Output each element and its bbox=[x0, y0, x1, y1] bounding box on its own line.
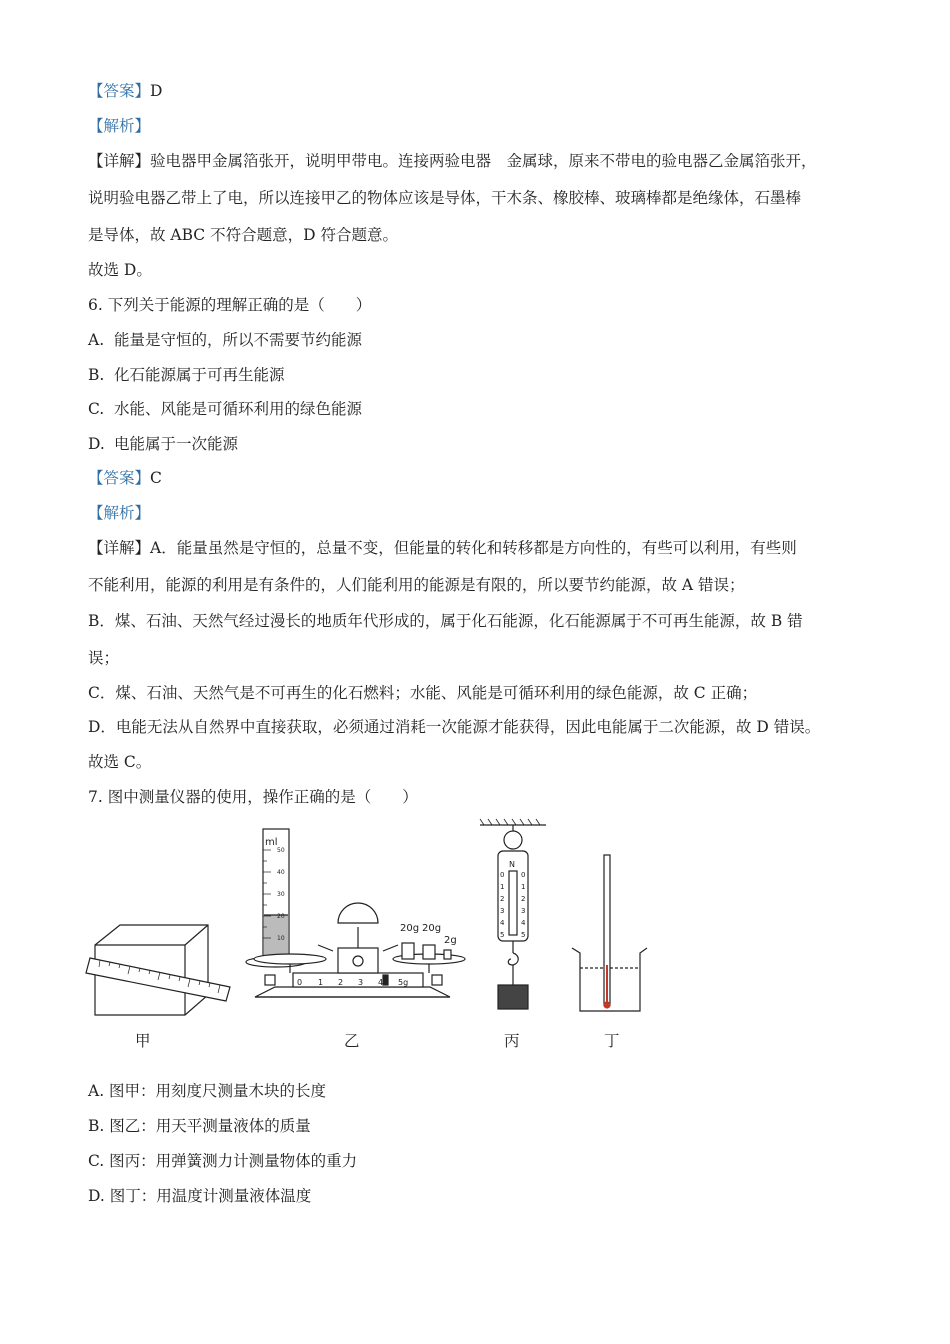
q5-analysis-tag: 【解析】 bbox=[88, 117, 151, 135]
measuring-instruments-figure bbox=[80, 815, 680, 1050]
cylinder-tick-label: 10 bbox=[277, 935, 285, 942]
spring-tick-label: 0 bbox=[500, 871, 505, 879]
spring-tick-label: 3 bbox=[500, 907, 505, 915]
q6-analysis-tag: 【解析】 bbox=[88, 504, 151, 522]
beam-tick-label: 4 bbox=[378, 978, 384, 987]
q7-option-c: C. 图丙：用弹簧测力计测量物体的重力 bbox=[88, 1152, 358, 1170]
detail-text: A．能量虽然是守恒的，总量不变，但能量的转化和转移都是方向性的，有些可以利用，有些则 bbox=[150, 539, 797, 557]
spring-tick-label: 2 bbox=[500, 895, 505, 903]
option-letter: D. bbox=[88, 435, 105, 453]
answer-tag: 【答案】 bbox=[88, 469, 151, 487]
answer-value: D bbox=[150, 82, 163, 100]
cylinder-tick-label: 50 bbox=[277, 847, 285, 854]
spring-tick-label: 1 bbox=[521, 883, 526, 891]
beam-tick-label: 2 bbox=[338, 978, 344, 987]
q7-question: 7. 图中测量仪器的使用，操作正确的是（ ） bbox=[88, 788, 418, 806]
q6-option-b bbox=[88, 364, 285, 386]
q7-option-b: B. 图乙：用天平测量液体的质量 bbox=[88, 1117, 311, 1135]
cylinder-tick-label: 20 bbox=[277, 913, 285, 920]
figure-label-ding: 丁 bbox=[604, 1032, 620, 1050]
q6-detail-line-6: D．电能无法从自然界中直接获取，必须通过消耗一次能源才能获得，因此电能属于二次能源，故 D 错误。 bbox=[88, 718, 821, 736]
spring-scale-drawing bbox=[480, 819, 546, 1009]
cylinder-tick-label: 40 bbox=[277, 869, 285, 876]
weight-label: 2g bbox=[444, 935, 457, 946]
q5-conclusion: 故选 D。 bbox=[88, 261, 152, 279]
spring-scale-unit: N bbox=[509, 860, 515, 869]
detail-tag: 【详解】 bbox=[88, 152, 151, 170]
beam-tick-label: 1 bbox=[318, 978, 324, 987]
q6-detail-line-5: C．煤、石油、天然气是不可再生的化石燃料；水能、风能是可循环利用的绿色能源，故 C 正确； bbox=[88, 684, 758, 702]
q7-option-a: A. 图甲：用刻度尺测量木块的长度 bbox=[88, 1082, 327, 1100]
figure-label-bing: 丙 bbox=[504, 1032, 520, 1050]
spring-tick-label: 2 bbox=[521, 895, 526, 903]
weight-label: 20g bbox=[422, 923, 442, 934]
option-letter: A. bbox=[88, 331, 105, 349]
option-text: 电能属于一次能源 bbox=[114, 435, 239, 453]
spring-tick-label: 4 bbox=[521, 919, 526, 927]
q6-option-c bbox=[88, 398, 362, 420]
option-letter: B. bbox=[88, 366, 105, 384]
beam-tick-label: 3 bbox=[358, 978, 364, 987]
graduated-cylinder-drawing bbox=[246, 829, 306, 967]
beam-tick-label: 0 bbox=[297, 978, 303, 987]
block-and-ruler-drawing bbox=[86, 925, 230, 1015]
q5-detail-line-1 bbox=[88, 150, 817, 172]
q6-option-a bbox=[88, 329, 362, 351]
spring-tick-label: 3 bbox=[521, 907, 526, 915]
q6-question: 6. 下列关于能源的理解正确的是（ ） bbox=[88, 296, 372, 314]
option-text: 水能、风能是可循环利用的绿色能源 bbox=[114, 400, 363, 418]
q5-detail-line-3: 是导体，故 ABC 不符合题意，D 符合题意。 bbox=[88, 226, 398, 244]
spring-tick-label: 5 bbox=[500, 931, 505, 939]
spring-tick-label: 4 bbox=[500, 919, 505, 927]
q6-detail-line-2: 不能利用，能源的利用是有条件的，人们能利用的能源是有限的，所以要节约能源，故 A 错误； bbox=[88, 576, 745, 594]
q6-option-d bbox=[88, 433, 238, 455]
q5-answer-line bbox=[88, 80, 162, 102]
q6-conclusion: 故选 C。 bbox=[88, 753, 152, 771]
option-letter: C. bbox=[88, 400, 105, 418]
figure-label-jia: 甲 bbox=[135, 1032, 151, 1050]
q6-detail-line-1 bbox=[88, 537, 797, 559]
beam-tick-label: 5g bbox=[398, 978, 409, 987]
detail-tag: 【详解】 bbox=[88, 539, 151, 557]
weight-label: 20g bbox=[400, 923, 420, 934]
cylinder-unit: ml bbox=[265, 837, 278, 848]
figure-label-yi: 乙 bbox=[344, 1032, 360, 1050]
option-text: 能量是守恒的，所以不需要节约能源 bbox=[114, 331, 363, 349]
spring-tick-label: 5 bbox=[521, 931, 526, 939]
spring-tick-label: 1 bbox=[500, 883, 505, 891]
q6-detail-line-3: B．煤、石油、天然气经过漫长的地质年代形成的，属于化石能源，化石能源属于不可再生能源，故 B 错 bbox=[88, 612, 803, 630]
q5-detail-line-2: 说明验电器乙带上了电，所以连接甲乙的物体应该是导体，干木条、橡胶棒、玻璃棒都是绝缘体，石墨棒 bbox=[88, 189, 802, 207]
q6-detail-line-4: 误； bbox=[88, 649, 120, 667]
answer-tag: 【答案】 bbox=[88, 82, 151, 100]
detail-text: 验电器甲金属箔张开，说明甲带电。连接两验电器 金属球，原来不带电的验电器乙金属箔张开， bbox=[150, 152, 817, 170]
cylinder-tick-label: 30 bbox=[277, 891, 285, 898]
answer-value: C bbox=[150, 469, 162, 487]
thermometer-beaker-drawing bbox=[572, 855, 647, 1011]
spring-tick-label: 0 bbox=[521, 871, 526, 879]
q6-answer-line bbox=[88, 467, 162, 489]
q7-option-d: D. 图丁：用温度计测量液体温度 bbox=[88, 1187, 312, 1205]
option-text: 化石能源属于可再生能源 bbox=[114, 366, 285, 384]
